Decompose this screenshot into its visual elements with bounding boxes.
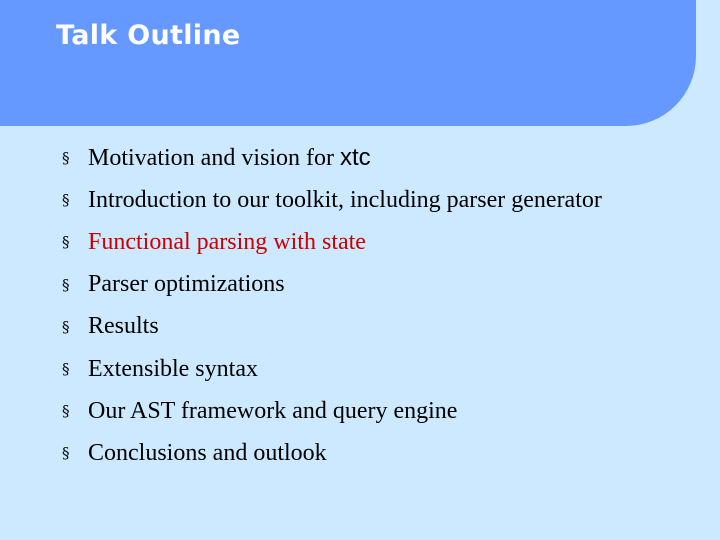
bullet-text: Results [88,313,159,340]
bullet-list [62,137,602,475]
bullet-text: Our AST framework and query engine [88,397,458,424]
section-sign-icon: § [62,444,70,463]
bullet-text [88,144,371,172]
section-sign-icon: § [62,402,70,421]
bullet-text-highlighted: Functional parsing with state [88,228,366,255]
bullet-text: Conclusions and outlook [88,439,327,466]
bullet-item-motivation [62,137,602,179]
section-sign-icon: § [62,317,70,336]
section-sign-icon: § [62,149,70,168]
section-sign-icon: § [62,275,70,294]
bullet-text: Extensible syntax [88,355,258,382]
section-sign-icon: § [62,191,70,210]
bullet-item-functional-parsing [62,221,602,263]
section-sign-icon: § [62,360,70,379]
section-sign-icon: § [62,233,70,252]
bullet-item-extensible-syntax [62,348,602,390]
bullet-text: Parser optimizations [88,271,285,298]
bullet-text: Introduction to our toolkit, including parser generator [88,186,602,213]
bullet-item-conclusions [62,432,602,474]
bullet-item-results [62,306,602,348]
header-band [0,0,696,126]
slide-title: Talk Outline [56,20,241,51]
xtc-term: xtc [339,144,371,172]
bullet-item-introduction [62,179,602,221]
bullet-item-ast-framework [62,390,602,432]
bullet-item-optimizations [62,264,602,306]
bullet-text-prefix: Motivation and vision for [88,145,340,172]
